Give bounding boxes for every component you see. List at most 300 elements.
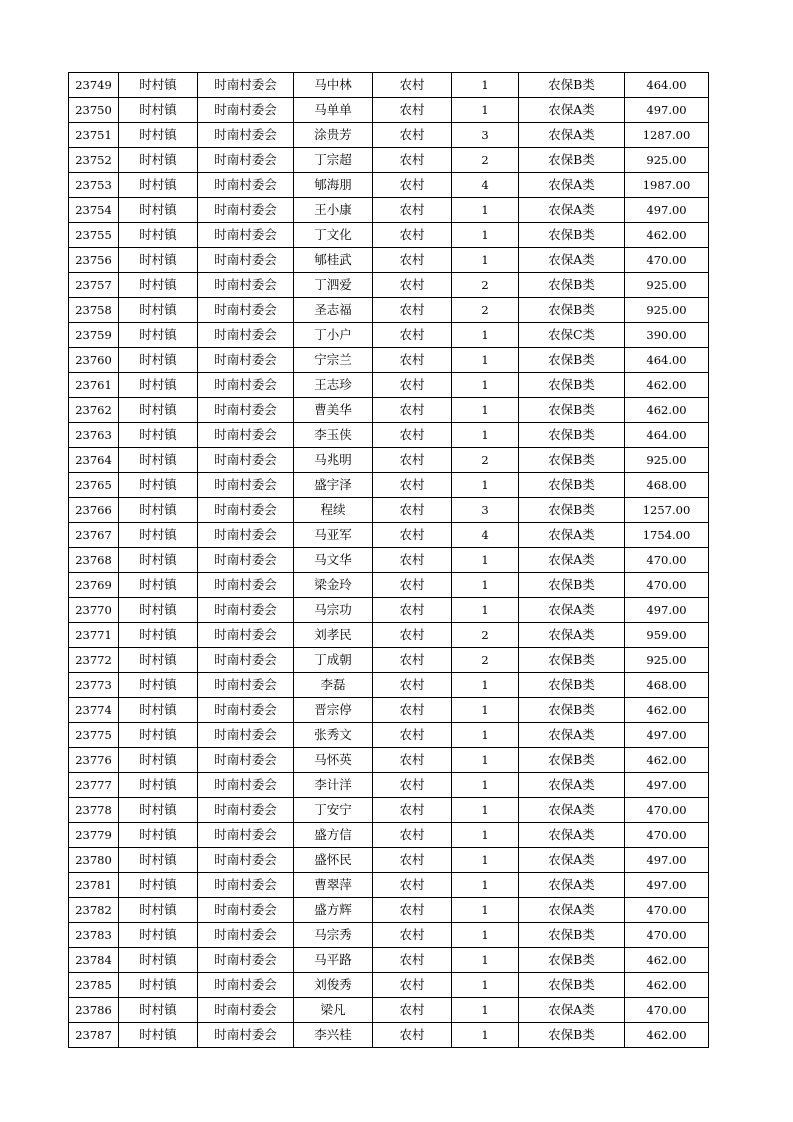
- cell-area-type: 农村: [373, 873, 452, 898]
- cell-village-committee: 时南村委会: [198, 873, 294, 898]
- cell-insurance-category: 农保C类: [519, 323, 625, 348]
- cell-person-count: 1: [452, 573, 519, 598]
- cell-area-type: 农村: [373, 648, 452, 673]
- cell-village-committee: 时南村委会: [198, 73, 294, 98]
- cell-town: 时村镇: [119, 473, 198, 498]
- cell-household-name: 马平路: [294, 948, 373, 973]
- cell-town: 时村镇: [119, 698, 198, 723]
- cell-serial-number: 23755: [69, 223, 119, 248]
- cell-village-committee: 时南村委会: [198, 573, 294, 598]
- cell-person-count: 1: [452, 323, 519, 348]
- table-row: [69, 473, 709, 498]
- cell-village-committee: 时南村委会: [198, 423, 294, 448]
- cell-town: 时村镇: [119, 673, 198, 698]
- table-row: [69, 873, 709, 898]
- cell-serial-number: 23778: [69, 798, 119, 823]
- cell-town: 时村镇: [119, 848, 198, 873]
- table-row: [69, 923, 709, 948]
- cell-person-count: 1: [452, 948, 519, 973]
- cell-town: 时村镇: [119, 923, 198, 948]
- table-row: [69, 998, 709, 1023]
- table-row: [69, 198, 709, 223]
- cell-household-name: 马单单: [294, 98, 373, 123]
- cell-insurance-category: 农保A类: [519, 98, 625, 123]
- cell-serial-number: 23750: [69, 98, 119, 123]
- cell-household-name: 刘俊秀: [294, 973, 373, 998]
- cell-household-name: 李兴桂: [294, 1023, 373, 1048]
- table-row: [69, 773, 709, 798]
- cell-person-count: 1: [452, 898, 519, 923]
- cell-area-type: 农村: [373, 773, 452, 798]
- cell-area-type: 农村: [373, 573, 452, 598]
- cell-household-name: 盛方辉: [294, 898, 373, 923]
- cell-serial-number: 23758: [69, 298, 119, 323]
- cell-town: 时村镇: [119, 323, 198, 348]
- cell-insurance-category: 农保A类: [519, 123, 625, 148]
- cell-area-type: 农村: [373, 373, 452, 398]
- table-row: [69, 398, 709, 423]
- cell-serial-number: 23759: [69, 323, 119, 348]
- table-row: [69, 573, 709, 598]
- cell-insurance-category: 农保A类: [519, 523, 625, 548]
- cell-serial-number: 23751: [69, 123, 119, 148]
- table-row: [69, 298, 709, 323]
- cell-amount: 1987.00: [625, 173, 709, 198]
- cell-person-count: 1: [452, 548, 519, 573]
- cell-village-committee: 时南村委会: [198, 948, 294, 973]
- cell-insurance-category: 农保B类: [519, 398, 625, 423]
- cell-village-committee: 时南村委会: [198, 1023, 294, 1048]
- cell-person-count: 1: [452, 73, 519, 98]
- cell-village-committee: 时南村委会: [198, 348, 294, 373]
- table-row: [69, 948, 709, 973]
- cell-serial-number: 23769: [69, 573, 119, 598]
- table-row: [69, 898, 709, 923]
- cell-household-name: 李计洋: [294, 773, 373, 798]
- cell-amount: 470.00: [625, 573, 709, 598]
- cell-insurance-category: 农保A类: [519, 798, 625, 823]
- table-row: [69, 523, 709, 548]
- cell-person-count: 1: [452, 423, 519, 448]
- cell-town: 时村镇: [119, 123, 198, 148]
- cell-insurance-category: 农保B类: [519, 273, 625, 298]
- cell-area-type: 农村: [373, 898, 452, 923]
- cell-amount: 959.00: [625, 623, 709, 648]
- cell-serial-number: 23783: [69, 923, 119, 948]
- cell-amount: 497.00: [625, 98, 709, 123]
- cell-amount: 470.00: [625, 998, 709, 1023]
- cell-town: 时村镇: [119, 373, 198, 398]
- table-row: [69, 598, 709, 623]
- cell-person-count: 2: [452, 298, 519, 323]
- cell-area-type: 农村: [373, 798, 452, 823]
- cell-household-name: 程续: [294, 498, 373, 523]
- cell-household-name: 梁凡: [294, 998, 373, 1023]
- cell-serial-number: 23773: [69, 673, 119, 698]
- cell-insurance-category: 农保B类: [519, 923, 625, 948]
- cell-amount: 390.00: [625, 323, 709, 348]
- cell-household-name: 李磊: [294, 673, 373, 698]
- cell-village-committee: 时南村委会: [198, 973, 294, 998]
- cell-area-type: 农村: [373, 448, 452, 473]
- cell-person-count: 1: [452, 698, 519, 723]
- cell-household-name: 丁宗超: [294, 148, 373, 173]
- cell-serial-number: 23787: [69, 1023, 119, 1048]
- cell-amount: 470.00: [625, 248, 709, 273]
- cell-town: 时村镇: [119, 998, 198, 1023]
- cell-person-count: 3: [452, 123, 519, 148]
- cell-town: 时村镇: [119, 948, 198, 973]
- cell-person-count: 2: [452, 448, 519, 473]
- table-row: [69, 623, 709, 648]
- table-row: [69, 548, 709, 573]
- cell-serial-number: 23786: [69, 998, 119, 1023]
- cell-person-count: 1: [452, 373, 519, 398]
- cell-village-committee: 时南村委会: [198, 923, 294, 948]
- cell-town: 时村镇: [119, 448, 198, 473]
- cell-serial-number: 23784: [69, 948, 119, 973]
- cell-village-committee: 时南村委会: [198, 148, 294, 173]
- cell-insurance-category: 农保A类: [519, 248, 625, 273]
- cell-village-committee: 时南村委会: [198, 598, 294, 623]
- cell-household-name: 马宗秀: [294, 923, 373, 948]
- cell-town: 时村镇: [119, 248, 198, 273]
- cell-area-type: 农村: [373, 98, 452, 123]
- cell-household-name: 郇桂武: [294, 248, 373, 273]
- cell-town: 时村镇: [119, 748, 198, 773]
- cell-serial-number: 23762: [69, 398, 119, 423]
- cell-serial-number: 23757: [69, 273, 119, 298]
- cell-area-type: 农村: [373, 473, 452, 498]
- cell-person-count: 1: [452, 823, 519, 848]
- cell-serial-number: 23777: [69, 773, 119, 798]
- cell-village-committee: 时南村委会: [198, 173, 294, 198]
- cell-insurance-category: 农保A类: [519, 898, 625, 923]
- cell-person-count: 1: [452, 798, 519, 823]
- cell-insurance-category: 农保A类: [519, 848, 625, 873]
- cell-insurance-category: 农保B类: [519, 448, 625, 473]
- cell-village-committee: 时南村委会: [198, 698, 294, 723]
- cell-serial-number: 23763: [69, 423, 119, 448]
- cell-serial-number: 23760: [69, 348, 119, 373]
- table-row: [69, 173, 709, 198]
- cell-village-committee: 时南村委会: [198, 273, 294, 298]
- cell-town: 时村镇: [119, 173, 198, 198]
- cell-household-name: 盛宇泽: [294, 473, 373, 498]
- cell-person-count: 1: [452, 473, 519, 498]
- cell-household-name: 宁宗兰: [294, 348, 373, 373]
- table-row: [69, 848, 709, 873]
- cell-household-name: 刘孝民: [294, 623, 373, 648]
- table-row: [69, 973, 709, 998]
- cell-household-name: 曹翠萍: [294, 873, 373, 898]
- table-row: [69, 223, 709, 248]
- cell-amount: 497.00: [625, 198, 709, 223]
- cell-household-name: 丁成朝: [294, 648, 373, 673]
- cell-amount: 497.00: [625, 848, 709, 873]
- cell-person-count: 1: [452, 873, 519, 898]
- cell-town: 时村镇: [119, 223, 198, 248]
- cell-village-committee: 时南村委会: [198, 448, 294, 473]
- table-body: [69, 73, 709, 1048]
- cell-amount: 925.00: [625, 298, 709, 323]
- cell-village-committee: 时南村委会: [198, 198, 294, 223]
- cell-serial-number: 23761: [69, 373, 119, 398]
- cell-household-name: 盛怀民: [294, 848, 373, 873]
- cell-village-committee: 时南村委会: [198, 673, 294, 698]
- cell-serial-number: 23772: [69, 648, 119, 673]
- cell-person-count: 1: [452, 973, 519, 998]
- cell-person-count: 1: [452, 998, 519, 1023]
- cell-serial-number: 23779: [69, 823, 119, 848]
- cell-insurance-category: 农保A类: [519, 823, 625, 848]
- table-row: [69, 748, 709, 773]
- table-row: [69, 148, 709, 173]
- cell-person-count: 1: [452, 348, 519, 373]
- cell-serial-number: 23765: [69, 473, 119, 498]
- cell-village-committee: 时南村委会: [198, 748, 294, 773]
- cell-village-committee: 时南村委会: [198, 823, 294, 848]
- cell-area-type: 农村: [373, 423, 452, 448]
- table-row: [69, 798, 709, 823]
- cell-insurance-category: 农保B类: [519, 573, 625, 598]
- cell-area-type: 农村: [373, 123, 452, 148]
- cell-person-count: 1: [452, 198, 519, 223]
- cell-area-type: 农村: [373, 198, 452, 223]
- cell-town: 时村镇: [119, 148, 198, 173]
- cell-household-name: 涂贵芳: [294, 123, 373, 148]
- table-row: [69, 423, 709, 448]
- cell-amount: 497.00: [625, 873, 709, 898]
- cell-amount: 462.00: [625, 748, 709, 773]
- cell-area-type: 农村: [373, 723, 452, 748]
- cell-amount: 462.00: [625, 373, 709, 398]
- table-row: [69, 373, 709, 398]
- table-row: [69, 348, 709, 373]
- cell-amount: 468.00: [625, 473, 709, 498]
- cell-insurance-category: 农保B类: [519, 1023, 625, 1048]
- cell-area-type: 农村: [373, 948, 452, 973]
- cell-area-type: 农村: [373, 223, 452, 248]
- cell-town: 时村镇: [119, 398, 198, 423]
- cell-insurance-category: 农保B类: [519, 473, 625, 498]
- cell-household-name: 晋宗停: [294, 698, 373, 723]
- cell-serial-number: 23774: [69, 698, 119, 723]
- cell-area-type: 农村: [373, 398, 452, 423]
- cell-insurance-category: 农保B类: [519, 223, 625, 248]
- cell-insurance-category: 农保A类: [519, 598, 625, 623]
- cell-serial-number: 23770: [69, 598, 119, 623]
- cell-amount: 468.00: [625, 673, 709, 698]
- cell-household-name: 丁泗爱: [294, 273, 373, 298]
- cell-village-committee: 时南村委会: [198, 223, 294, 248]
- cell-serial-number: 23756: [69, 248, 119, 273]
- cell-village-committee: 时南村委会: [198, 498, 294, 523]
- cell-amount: 462.00: [625, 948, 709, 973]
- cell-amount: 470.00: [625, 548, 709, 573]
- cell-insurance-category: 农保B类: [519, 673, 625, 698]
- cell-insurance-category: 农保B类: [519, 973, 625, 998]
- table-row: [69, 448, 709, 473]
- cell-household-name: 马中林: [294, 73, 373, 98]
- cell-area-type: 农村: [373, 248, 452, 273]
- table-row: [69, 673, 709, 698]
- cell-amount: 462.00: [625, 223, 709, 248]
- cell-household-name: 李玉侠: [294, 423, 373, 448]
- cell-serial-number: 23753: [69, 173, 119, 198]
- cell-town: 时村镇: [119, 898, 198, 923]
- cell-household-name: 马亚军: [294, 523, 373, 548]
- cell-amount: 497.00: [625, 598, 709, 623]
- cell-village-committee: 时南村委会: [198, 548, 294, 573]
- cell-household-name: 马怀英: [294, 748, 373, 773]
- cell-person-count: 1: [452, 748, 519, 773]
- cell-household-name: 马宗功: [294, 598, 373, 623]
- cell-insurance-category: 农保B类: [519, 423, 625, 448]
- cell-village-committee: 时南村委会: [198, 323, 294, 348]
- cell-village-committee: 时南村委会: [198, 998, 294, 1023]
- table-row: [69, 1023, 709, 1048]
- cell-area-type: 农村: [373, 323, 452, 348]
- cell-person-count: 2: [452, 148, 519, 173]
- cell-village-committee: 时南村委会: [198, 373, 294, 398]
- cell-village-committee: 时南村委会: [198, 98, 294, 123]
- cell-village-committee: 时南村委会: [198, 523, 294, 548]
- cell-village-committee: 时南村委会: [198, 473, 294, 498]
- cell-area-type: 农村: [373, 148, 452, 173]
- cell-area-type: 农村: [373, 523, 452, 548]
- cell-town: 时村镇: [119, 598, 198, 623]
- cell-serial-number: 23775: [69, 723, 119, 748]
- cell-town: 时村镇: [119, 1023, 198, 1048]
- cell-amount: 925.00: [625, 448, 709, 473]
- cell-household-name: 王志珍: [294, 373, 373, 398]
- cell-person-count: 1: [452, 398, 519, 423]
- cell-serial-number: 23749: [69, 73, 119, 98]
- cell-village-committee: 时南村委会: [198, 248, 294, 273]
- cell-area-type: 农村: [373, 548, 452, 573]
- cell-insurance-category: 农保B类: [519, 373, 625, 398]
- cell-amount: 925.00: [625, 148, 709, 173]
- cell-town: 时村镇: [119, 973, 198, 998]
- cell-person-count: 1: [452, 223, 519, 248]
- cell-amount: 925.00: [625, 648, 709, 673]
- cell-town: 时村镇: [119, 348, 198, 373]
- cell-insurance-category: 农保A类: [519, 173, 625, 198]
- beneficiary-table: [68, 72, 709, 1048]
- cell-insurance-category: 农保A类: [519, 873, 625, 898]
- cell-household-name: 郇海朋: [294, 173, 373, 198]
- cell-serial-number: 23780: [69, 848, 119, 873]
- cell-serial-number: 23771: [69, 623, 119, 648]
- cell-insurance-category: 农保B类: [519, 348, 625, 373]
- cell-amount: 925.00: [625, 273, 709, 298]
- cell-town: 时村镇: [119, 623, 198, 648]
- cell-amount: 470.00: [625, 823, 709, 848]
- cell-town: 时村镇: [119, 523, 198, 548]
- table-row: [69, 648, 709, 673]
- cell-household-name: 马文华: [294, 548, 373, 573]
- cell-person-count: 1: [452, 248, 519, 273]
- cell-area-type: 农村: [373, 73, 452, 98]
- cell-amount: 462.00: [625, 973, 709, 998]
- cell-household-name: 曹美华: [294, 398, 373, 423]
- table-row: [69, 698, 709, 723]
- cell-serial-number: 23776: [69, 748, 119, 773]
- cell-insurance-category: 农保B类: [519, 698, 625, 723]
- cell-amount: 464.00: [625, 348, 709, 373]
- cell-town: 时村镇: [119, 98, 198, 123]
- table-row: [69, 73, 709, 98]
- cell-household-name: 盛方信: [294, 823, 373, 848]
- cell-amount: 497.00: [625, 773, 709, 798]
- cell-village-committee: 时南村委会: [198, 798, 294, 823]
- cell-amount: 470.00: [625, 898, 709, 923]
- cell-serial-number: 23767: [69, 523, 119, 548]
- cell-village-committee: 时南村委会: [198, 773, 294, 798]
- cell-serial-number: 23766: [69, 498, 119, 523]
- cell-town: 时村镇: [119, 423, 198, 448]
- cell-household-name: 马兆明: [294, 448, 373, 473]
- cell-person-count: 4: [452, 523, 519, 548]
- cell-town: 时村镇: [119, 73, 198, 98]
- cell-serial-number: 23752: [69, 148, 119, 173]
- cell-town: 时村镇: [119, 873, 198, 898]
- cell-area-type: 农村: [373, 298, 452, 323]
- cell-household-name: 丁小户: [294, 323, 373, 348]
- cell-town: 时村镇: [119, 298, 198, 323]
- cell-amount: 462.00: [625, 398, 709, 423]
- cell-amount: 464.00: [625, 423, 709, 448]
- cell-area-type: 农村: [373, 998, 452, 1023]
- cell-insurance-category: 农保B类: [519, 948, 625, 973]
- cell-town: 时村镇: [119, 573, 198, 598]
- cell-insurance-category: 农保B类: [519, 498, 625, 523]
- cell-town: 时村镇: [119, 823, 198, 848]
- cell-area-type: 农村: [373, 973, 452, 998]
- cell-amount: 462.00: [625, 1023, 709, 1048]
- cell-village-committee: 时南村委会: [198, 298, 294, 323]
- cell-town: 时村镇: [119, 273, 198, 298]
- cell-person-count: 1: [452, 848, 519, 873]
- cell-area-type: 农村: [373, 823, 452, 848]
- cell-insurance-category: 农保A类: [519, 998, 625, 1023]
- cell-area-type: 农村: [373, 348, 452, 373]
- cell-household-name: 王小康: [294, 198, 373, 223]
- cell-person-count: 3: [452, 498, 519, 523]
- cell-area-type: 农村: [373, 273, 452, 298]
- cell-town: 时村镇: [119, 798, 198, 823]
- cell-serial-number: 23768: [69, 548, 119, 573]
- cell-serial-number: 23782: [69, 898, 119, 923]
- table-row: [69, 498, 709, 523]
- cell-person-count: 1: [452, 923, 519, 948]
- cell-area-type: 农村: [373, 598, 452, 623]
- cell-village-committee: 时南村委会: [198, 648, 294, 673]
- cell-amount: 464.00: [625, 73, 709, 98]
- cell-insurance-category: 农保B类: [519, 648, 625, 673]
- cell-area-type: 农村: [373, 748, 452, 773]
- cell-village-committee: 时南村委会: [198, 398, 294, 423]
- cell-insurance-category: 农保A类: [519, 198, 625, 223]
- cell-amount: 497.00: [625, 723, 709, 748]
- cell-person-count: 1: [452, 723, 519, 748]
- cell-household-name: 张秀文: [294, 723, 373, 748]
- cell-amount: 470.00: [625, 798, 709, 823]
- cell-town: 时村镇: [119, 773, 198, 798]
- cell-area-type: 农村: [373, 498, 452, 523]
- cell-person-count: 2: [452, 273, 519, 298]
